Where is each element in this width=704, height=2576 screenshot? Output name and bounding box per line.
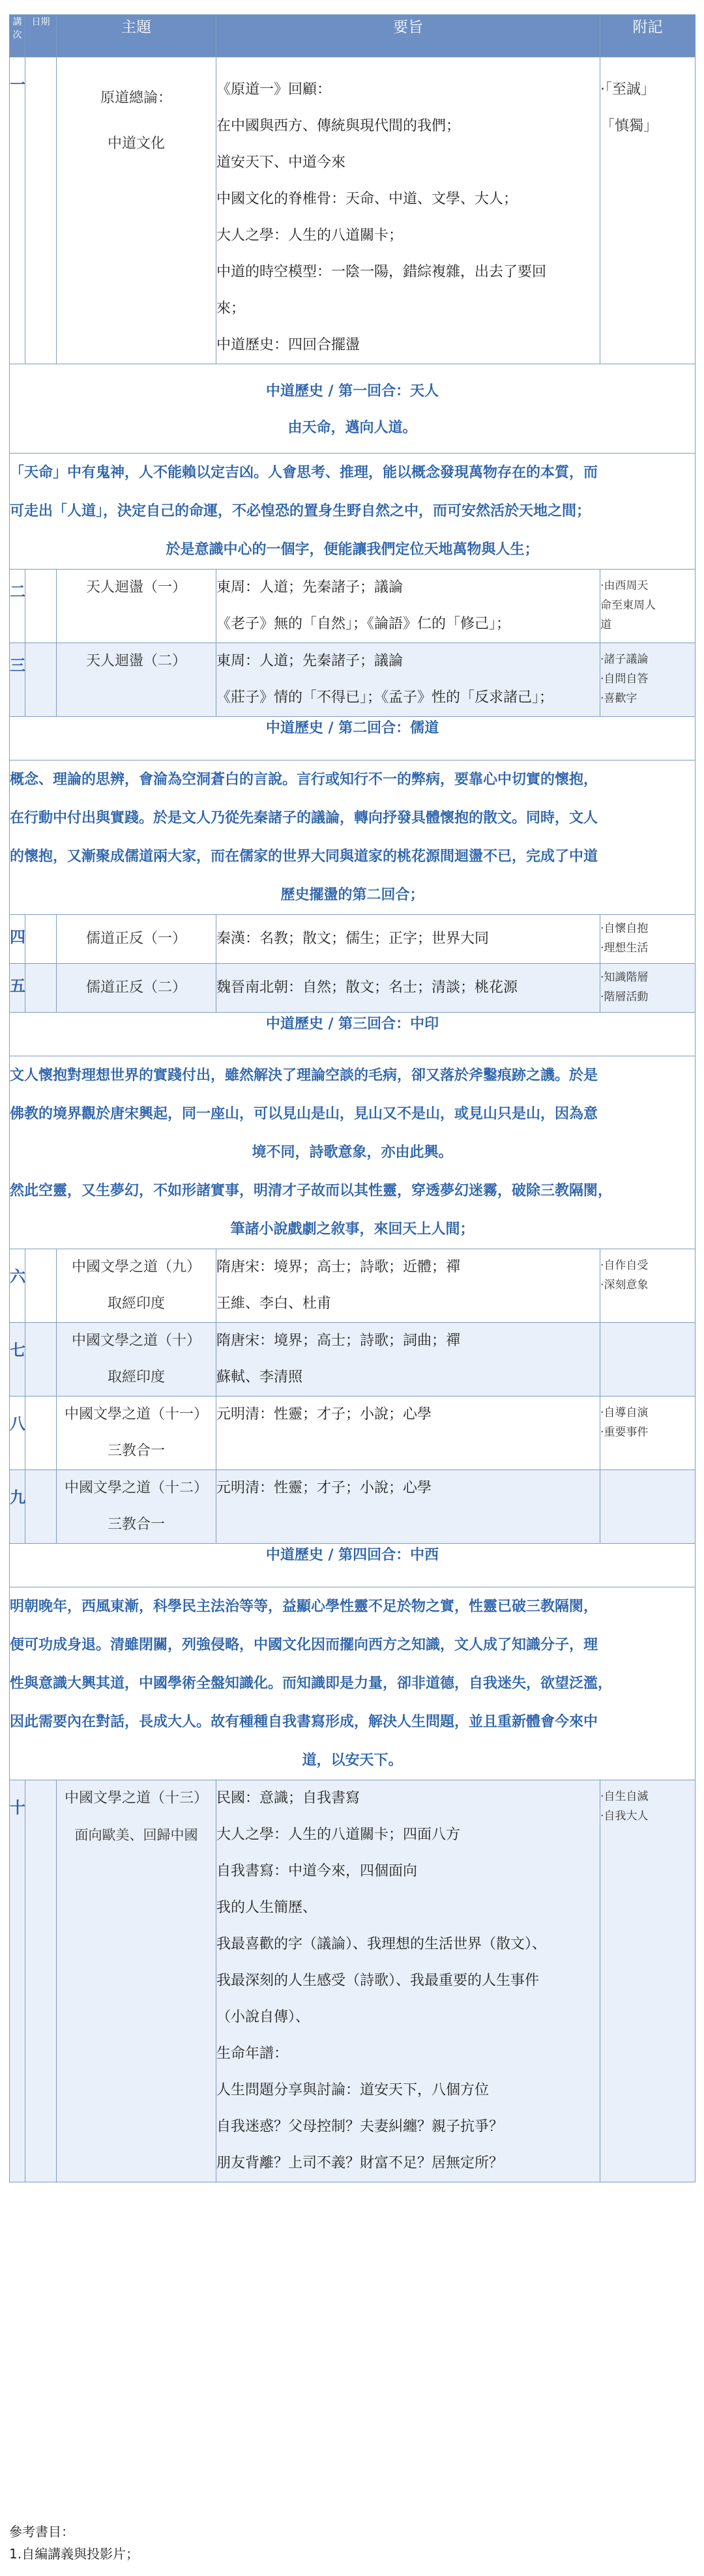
week-number: 七	[10, 1323, 25, 1397]
gist-line: 來；	[216, 300, 246, 317]
gist-line: 中道的時空模型：一陰一陽，錯綜複雜，出去了要回	[216, 264, 547, 280]
theme-cell	[57, 1470, 216, 1544]
gist-line: 自我迷惑？父母控制？夫妻糾纏？親子抗爭？	[216, 2119, 504, 2135]
section-paragraph	[10, 1056, 696, 1249]
gist-line: 我的人生簡歷、	[216, 1900, 317, 1916]
notes-cell	[600, 964, 696, 1013]
theme-line: 儒道正反（二）	[85, 979, 186, 996]
date-cell	[25, 1249, 57, 1323]
gist-line: 大人之學：人生的八道關卡；四面八方	[216, 1827, 461, 1843]
gist-line: 中國文化的脊椎骨：天命、中道、文學、大人；	[216, 191, 518, 207]
date-cell	[25, 915, 57, 964]
gist-line: 《老子》無的「自然」；《論語》仁的「修己」；	[216, 616, 511, 632]
gist-cell	[216, 1323, 600, 1397]
gist-line: 蘇軾、李清照	[216, 1369, 303, 1385]
gist-line: 道安天下、中道今來	[216, 154, 346, 171]
week-number: 一	[10, 57, 25, 364]
note-line: ·重要事件	[600, 1426, 649, 1439]
reference-item: 1.自編講義與投影片；	[9, 2546, 139, 2562]
paragraph-line: 於是意識中心的一個字，便能讓我們定位天地萬物與人生；	[166, 542, 539, 558]
theme-line: 中道文化	[107, 136, 165, 152]
section-heading-row	[10, 364, 696, 454]
theme-line: 天人迴盪（二）	[85, 653, 186, 669]
note-line: ·自我大人	[600, 1810, 649, 1823]
gist-line: 秦漢：名教；散文；儒生；正字；世界大同	[216, 931, 490, 947]
section-heading-row	[10, 717, 696, 760]
theme-line: 取經印度	[107, 1295, 165, 1312]
paragraph-line: 然此空靈，又生夢幻，不如形諸實事，明清才子故而以其性靈，穿透夢幻迷霧，破除三教隔閡，	[10, 1183, 613, 1199]
theme-cell	[57, 1323, 216, 1397]
syllabus-table	[9, 14, 696, 2182]
theme-cell	[57, 1397, 216, 1470]
section-subtitle: 由天命，邁向人道。	[287, 420, 417, 436]
note-line: ·自問自答	[600, 673, 649, 686]
table-row	[10, 964, 696, 1013]
gist-cell	[216, 915, 600, 964]
note-line: 道	[600, 618, 611, 631]
section-paragraph-row	[10, 1056, 696, 1249]
note-line: ·自作自受	[600, 1259, 649, 1272]
section-title: 中道歷史 / 第二回合：儒道	[265, 720, 439, 736]
section-paragraph	[10, 1587, 696, 1780]
week-number: 九	[10, 1470, 25, 1544]
note-line: ·理想生活	[600, 942, 649, 955]
gist-cell	[216, 964, 600, 1013]
date-cell	[25, 1323, 57, 1397]
theme-cell	[57, 570, 216, 643]
header-gist: 要旨	[216, 15, 600, 57]
gist-line: 中道歷史：四回合擺盪	[216, 337, 360, 353]
table-row	[10, 1470, 696, 1544]
table-row	[10, 1323, 696, 1397]
note-line: ·深刻意象	[600, 1279, 649, 1292]
section-heading-row	[10, 1013, 696, 1056]
paragraph-line: 可走出「人道」，決定自己的命運，不必惶恐的置身生野自然之中，而可安然活於天地之間；	[10, 503, 591, 519]
paragraph-line: 境不同，詩歌意象，亦由此興。	[252, 1144, 453, 1161]
section-paragraph	[10, 454, 696, 570]
gist-line: 元明清：性靈；才子；小說；心學	[216, 1406, 432, 1423]
table-row	[10, 643, 696, 717]
date-cell	[25, 1780, 57, 2182]
gist-line: 《莊子》情的「不得已」；《孟子》性的「反求諸己」；	[216, 689, 554, 706]
notes-cell	[600, 915, 696, 964]
paragraph-line: 在行動中付出與實踐。於是文人乃從先秦諸子的議論，轉向抒發具體懷抱的散文。同時，文人	[10, 810, 598, 826]
theme-line: 面向歐美、回歸中國	[74, 1827, 198, 1843]
gist-cell	[216, 1249, 600, 1323]
theme-line: 三教合一	[107, 1516, 165, 1533]
notes-cell	[600, 1780, 696, 2182]
date-cell	[25, 57, 57, 364]
note-line: 「慎獨」	[600, 118, 658, 134]
week-number: 三	[10, 643, 25, 717]
theme-cell	[57, 915, 216, 964]
header-theme: 主題	[57, 15, 216, 57]
date-cell	[25, 964, 57, 1013]
theme-line: 天人迴盪（一）	[85, 579, 186, 596]
header-date: 日期	[25, 15, 57, 57]
section-paragraph	[10, 760, 696, 915]
week-number: 八	[10, 1397, 25, 1470]
theme-line: 中國文學之道（十一）	[64, 1406, 208, 1423]
theme-cell	[57, 1249, 216, 1323]
notes-cell	[600, 1470, 696, 1544]
header-week: 講次	[10, 15, 25, 57]
gist-line: （小說自傳）、	[216, 2009, 310, 2025]
theme-line: 三教合一	[107, 1443, 165, 1459]
gist-cell	[216, 1780, 600, 2182]
notes-cell	[600, 1323, 696, 1397]
references-title: 參考書目：	[9, 2524, 74, 2540]
paragraph-line: 歷史擺盪的第二回合；	[280, 887, 424, 903]
paragraph-line: 概念、理論的思辨，會淪為空洞蒼白的言說。言行或知行不一的弊病，要靠心中切實的懷抱，	[10, 772, 598, 788]
note-line: ·自導自演	[600, 1406, 649, 1419]
table-row	[10, 570, 696, 643]
note-line: ·由西周天	[600, 579, 649, 592]
date-cell	[25, 570, 57, 643]
table-row	[10, 1397, 696, 1470]
week-number: 二	[10, 570, 25, 643]
paragraph-line: 筆諸小說戲劇之敘事，來回天上人間；	[230, 1221, 475, 1237]
notes-cell	[600, 643, 696, 717]
gist-cell	[216, 1397, 600, 1470]
note-line: ·自生自滅	[600, 1790, 649, 1803]
gist-line: 魏晉南北朝：自然；散文；名士；清談；桃花源	[216, 979, 518, 996]
table-row	[10, 915, 696, 964]
note-line: ·知識階層	[600, 971, 649, 984]
note-line: ·自懷自抱	[600, 922, 649, 935]
section-heading	[10, 364, 696, 454]
gist-line: 王維、李白、杜甫	[216, 1295, 332, 1312]
gist-cell	[216, 57, 600, 364]
section-title: 中道歷史 / 第三回合：中印	[265, 1016, 439, 1032]
week-number: 五	[10, 964, 25, 1013]
theme-cell	[57, 57, 216, 364]
section-title: 中道歷史 / 第一回合：天人	[265, 383, 439, 399]
paragraph-line: 便可功成身退。清雖閉關，列強侵略，中國文化因而擺向西方之知識，文人成了知識分子，理	[10, 1637, 598, 1653]
gist-line: 大人之學：人生的八道關卡；	[216, 227, 403, 244]
theme-cell	[57, 964, 216, 1013]
theme-line: 儒道正反（一）	[85, 931, 186, 947]
paragraph-line: 道，以安天下。	[302, 1752, 403, 1769]
gist-line: 生命年譜：	[216, 2046, 289, 2062]
paragraph-line: 因此需要內在對話，長成大人。故有種種自我書寫形成，解決人生問題，並且重新體會今來中	[10, 1714, 598, 1730]
section-heading	[10, 1013, 696, 1056]
syllabus-document	[9, 14, 695, 2182]
gist-cell	[216, 570, 600, 643]
week-number: 十	[10, 1780, 25, 2182]
theme-line: 中國文學之道（十）	[71, 1333, 201, 1349]
notes-cell	[600, 570, 696, 643]
gist-line: 隋唐宋：境界；高士；詩歌；詞曲；禪	[216, 1333, 461, 1349]
section-heading-row	[10, 1544, 696, 1587]
notes-cell	[600, 1249, 696, 1323]
gist-line: 在中國與西方、傳統與現代間的我們；	[216, 118, 461, 134]
note-line: ·喜歡字	[600, 692, 638, 705]
date-cell	[25, 1397, 57, 1470]
theme-line: 中國文學之道（九）	[71, 1259, 201, 1275]
theme-line: 取經印度	[107, 1369, 165, 1385]
paragraph-line: 文人懷抱對理想世界的實踐付出，雖然解決了理論空談的毛病，卻又落於斧鑿痕跡之譏。於是	[10, 1067, 598, 1084]
paragraph-line: 性與意識大興其道，中國學術全盤知識化。而知識即是力量，卻非道德，自我迷失，欲望泛濫，	[10, 1675, 613, 1692]
table-header-row	[10, 15, 696, 57]
gist-line: 朋友背離？上司不義？財富不足？居無定所？	[216, 2155, 504, 2171]
paragraph-line: 明朝晚年，西風東漸，科學民主法治等等，益顯心學性靈不足於物之實，性靈已破三教隔閡，	[10, 1599, 598, 1615]
header-notes: 附記	[600, 15, 696, 57]
theme-cell	[57, 643, 216, 717]
paragraph-line: 「天命」中有鬼神，人不能賴以定吉凶。人會思考、推理，能以概念發現萬物存在的本質，而	[10, 465, 598, 481]
note-line: ·「至誠」	[600, 81, 655, 98]
gist-line: 東周：人道；先秦諸子；議論	[216, 653, 403, 669]
gist-line: 人生問題分享與討論：道安天下，八個方位	[216, 2082, 490, 2098]
date-cell	[25, 643, 57, 717]
paragraph-line: 佛教的境界觀於唐宋興起，同一座山，可以見山是山，見山又不是山，或見山只是山，因為意	[10, 1106, 598, 1122]
date-cell	[25, 1470, 57, 1544]
theme-cell	[57, 1780, 216, 2182]
section-heading	[10, 1544, 696, 1587]
note-line: ·諸子議論	[600, 653, 649, 666]
section-paragraph-row	[10, 760, 696, 915]
gist-line: 隋唐宋：境界；高士；詩歌；近體；禪	[216, 1259, 461, 1275]
section-title: 中道歷史 / 第四回合：中西	[265, 1547, 439, 1563]
references	[9, 2521, 139, 2565]
week-number: 六	[10, 1249, 25, 1323]
table-row	[10, 57, 696, 364]
theme-line: 原道總論：	[100, 90, 172, 106]
table-row	[10, 1780, 696, 2182]
notes-cell	[600, 57, 696, 364]
paragraph-line: 的懷抱，又漸聚成儒道兩大家，而在儒家的世界大同與道家的桃花源間迴盪不已，完成了中道	[10, 848, 598, 865]
gist-line: 《原道一》回顧：	[216, 81, 332, 98]
theme-line: 中國文學之道（十二）	[64, 1480, 208, 1496]
gist-line: 東周：人道；先秦諸子；議論	[216, 579, 403, 596]
gist-cell	[216, 643, 600, 717]
section-heading	[10, 717, 696, 760]
note-line: 命至東周人	[600, 599, 656, 612]
note-line: ·階層活動	[600, 991, 649, 1004]
notes-cell	[600, 1397, 696, 1470]
gist-line: 自我書寫：中道今來，四個面向	[216, 1863, 418, 1879]
gist-cell	[216, 1470, 600, 1544]
gist-line: 元明清：性靈；才子；小說；心學	[216, 1480, 432, 1496]
section-paragraph-row	[10, 454, 696, 570]
gist-line: 民國：意識；自我書寫	[216, 1790, 360, 1806]
section-paragraph-row	[10, 1587, 696, 1780]
gist-line: 我最喜歡的字（議論）、我理想的生活世界（散文）、	[216, 1936, 547, 1952]
theme-line: 中國文學之道（十三）	[64, 1790, 208, 1806]
table-row	[10, 1249, 696, 1323]
week-number: 四	[10, 915, 25, 964]
gist-line: 我最深刻的人生感受（詩歌）、我最重要的人生事件	[216, 1973, 540, 1989]
